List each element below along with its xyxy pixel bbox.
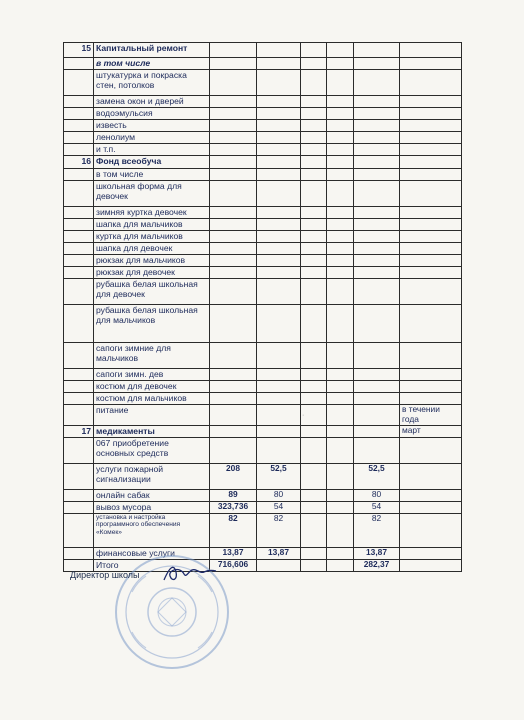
item-name-cell: рюкзак для девочек [94,267,210,279]
item-name-cell: медикаменты [94,425,210,437]
note-cell [400,279,462,305]
value2-cell [354,369,400,381]
value2-cell [354,405,400,426]
table-row [64,43,462,58]
col6-cell [327,267,354,279]
value-cell [257,96,301,108]
value-cell [257,267,301,279]
row-number-cell [64,369,94,381]
item-name-cell: установка и настройка программного обеспечения «Комек» [94,513,210,547]
amount-cell: 323,736 [210,501,257,513]
note-cell [400,267,462,279]
item-name-cell: костюм для девочек [94,381,210,393]
amount-cell [210,169,257,181]
amount-cell [210,369,257,381]
note-cell [400,181,462,207]
note-cell [400,243,462,255]
value-cell: 80 [257,489,301,501]
item-name-cell: шапка для мальчиков [94,219,210,231]
item-name-cell: штукатурка и покраска стен, потолков [94,70,210,96]
note-cell [400,120,462,132]
col5-cell [301,58,327,70]
col5-cell [301,231,327,243]
item-name-cell: костюм для мальчиков [94,393,210,405]
amount-cell [210,393,257,405]
value-cell [257,343,301,369]
note-cell [400,70,462,96]
value-cell: 82 [257,513,301,547]
table-row [64,279,462,305]
item-name-cell: замена окон и дверей [94,96,210,108]
row-number-cell [64,513,94,547]
col5-cell [301,43,327,58]
col5-cell [301,343,327,369]
table-row [64,255,462,267]
table-row [64,305,462,343]
row-number-cell [64,70,94,96]
table-row [64,437,462,463]
amount-cell [210,231,257,243]
item-name-cell: ленолиум [94,132,210,144]
row-number-cell [64,489,94,501]
note-cell [400,437,462,463]
value-cell [257,132,301,144]
col5-cell [301,463,327,489]
row-number-cell [64,343,94,369]
col6-cell [327,437,354,463]
item-name-cell: водоэмульсия [94,108,210,120]
scan-mark: · [302,412,305,419]
amount-cell [210,405,257,426]
value2-cell: 52,5 [354,463,400,489]
table-row [64,501,462,513]
note-cell [400,343,462,369]
table-row [64,425,462,437]
col5-cell [301,405,327,426]
row-number-cell: 16 [64,156,94,169]
item-name-cell: вывоз мусора [94,501,210,513]
col6-cell [327,169,354,181]
amount-cell [210,255,257,267]
col6-cell [327,219,354,231]
amount-cell [210,96,257,108]
amount-cell [210,181,257,207]
row-number-cell [64,58,94,70]
row-number-cell [64,169,94,181]
amount-cell [210,219,257,231]
row-number-cell [64,267,94,279]
col6-cell [327,231,354,243]
value-cell [257,181,301,207]
value2-cell: 13,87 [354,547,400,559]
amount-cell [210,279,257,305]
amount-cell [210,43,257,58]
col6-cell [327,369,354,381]
row-number-cell [64,181,94,207]
note-cell [400,207,462,219]
col6-cell [327,343,354,369]
row-number-cell [64,120,94,132]
value2-cell [354,207,400,219]
value2-cell [354,108,400,120]
row-number-cell [64,463,94,489]
value2-cell [354,96,400,108]
value-cell [257,425,301,437]
value2-cell [354,267,400,279]
col6-cell [327,463,354,489]
amount-cell [210,267,257,279]
note-cell [400,381,462,393]
item-name-cell: Итого [94,559,210,571]
item-name-cell: 067 приобретение основных средств [94,437,210,463]
value2-cell [354,255,400,267]
table-row [64,108,462,120]
col5-cell [301,120,327,132]
col5-cell [301,279,327,305]
item-name-cell: Фонд всеобуча [94,156,210,169]
table-row [64,156,462,169]
col5-cell [301,369,327,381]
note-cell [400,144,462,156]
note-cell [400,169,462,181]
col5-cell [301,425,327,437]
table-row [64,405,462,426]
table-row [64,70,462,96]
amount-cell [210,108,257,120]
col5-cell [301,169,327,181]
value2-cell [354,144,400,156]
row-number-cell [64,381,94,393]
col5-cell [301,96,327,108]
table-row [64,120,462,132]
value-cell [257,559,301,571]
table-row [64,369,462,381]
table-row [64,381,462,393]
value-cell [257,405,301,426]
table-row [64,343,462,369]
amount-cell [210,425,257,437]
col5-cell [301,305,327,343]
amount-cell [210,70,257,96]
value2-cell [354,305,400,343]
amount-cell [210,132,257,144]
col6-cell [327,58,354,70]
item-name-cell: известь [94,120,210,132]
row-number-cell [64,437,94,463]
value-cell: 54 [257,501,301,513]
col5-cell [301,513,327,547]
note-cell [400,58,462,70]
value-cell [257,43,301,58]
signature-icon [160,560,220,586]
note-cell: март [400,425,462,437]
value2-cell [354,156,400,169]
value2-cell [354,437,400,463]
value-cell [257,437,301,463]
item-name-cell: сапоги зимние для мальчиков [94,343,210,369]
row-number-cell [64,501,94,513]
amount-cell [210,381,257,393]
table-row [64,219,462,231]
row-number-cell [64,279,94,305]
col6-cell [327,144,354,156]
col5-cell [301,207,327,219]
item-name-cell: зимняя куртка девочек [94,207,210,219]
col6-cell [327,559,354,571]
value-cell [257,381,301,393]
item-name-cell: в том числе [94,58,210,70]
amount-cell [210,58,257,70]
col5-cell [301,547,327,559]
col6-cell [327,547,354,559]
value-cell [257,58,301,70]
col6-cell [327,243,354,255]
amount-cell: 89 [210,489,257,501]
col6-cell [327,120,354,132]
value-cell: 13,87 [257,547,301,559]
value-cell [257,169,301,181]
col6-cell [327,43,354,58]
note-cell [400,156,462,169]
amount-cell [210,207,257,219]
table-row [64,243,462,255]
row-number-cell [64,96,94,108]
col5-cell [301,219,327,231]
note-cell [400,219,462,231]
value-cell [257,243,301,255]
col5-cell [301,501,327,513]
table-row [64,58,462,70]
note-cell [400,132,462,144]
note-cell [400,231,462,243]
amount-cell [210,144,257,156]
value-cell: 52,5 [257,463,301,489]
col6-cell [327,381,354,393]
row-number-cell [64,393,94,405]
value-cell [257,207,301,219]
note-cell [400,108,462,120]
col5-cell [301,437,327,463]
col6-cell [327,156,354,169]
value2-cell [354,381,400,393]
amount-cell: 208 [210,463,257,489]
row-number-cell [64,207,94,219]
value2-cell [354,58,400,70]
value-cell [257,70,301,96]
col5-cell [301,70,327,96]
value2-cell [354,425,400,437]
table-row [64,489,462,501]
value-cell [257,219,301,231]
col6-cell [327,425,354,437]
table-row [64,207,462,219]
col5-cell [301,559,327,571]
value-cell [257,393,301,405]
note-cell: в течении года [400,405,462,426]
amount-cell [210,437,257,463]
row-number-cell [64,219,94,231]
note-cell [400,547,462,559]
item-name-cell: Капитальный ремонт [94,43,210,58]
value2-cell [354,279,400,305]
col6-cell [327,108,354,120]
row-number-cell [64,405,94,426]
note-cell [400,393,462,405]
value2-cell: 282,37 [354,559,400,571]
amount-cell [210,156,257,169]
col5-cell [301,381,327,393]
item-name-cell: рюкзак для мальчиков [94,255,210,267]
table-row [64,231,462,243]
col6-cell [327,255,354,267]
director-label: Директор школы [70,570,140,580]
value-cell [257,120,301,132]
item-name-cell: куртка для мальчиков [94,231,210,243]
item-name-cell: школьная форма для девочек [94,181,210,207]
row-number-cell: 15 [64,43,94,58]
col5-cell [301,489,327,501]
value-cell [257,231,301,243]
note-cell [400,96,462,108]
col6-cell [327,501,354,513]
note-cell [400,369,462,381]
note-cell [400,463,462,489]
amount-cell: 716,606 [210,559,257,571]
item-name-cell: сапоги зимн. дев [94,369,210,381]
table-row [64,181,462,207]
row-number-cell [64,144,94,156]
col5-cell [301,267,327,279]
table-row [64,96,462,108]
value2-cell: 54 [354,501,400,513]
value-cell [257,144,301,156]
note-cell [400,43,462,58]
value-cell [257,279,301,305]
value-cell [257,156,301,169]
note-cell [400,513,462,547]
row-number-cell [64,231,94,243]
col6-cell [327,279,354,305]
row-number-cell [64,243,94,255]
value2-cell [354,181,400,207]
budget-table [63,42,462,572]
value2-cell [354,243,400,255]
col6-cell [327,181,354,207]
col6-cell [327,513,354,547]
amount-cell [210,243,257,255]
row-number-cell [64,132,94,144]
item-name-cell: услуги пожарной сигнализации [94,463,210,489]
col6-cell [327,70,354,96]
row-number-cell [64,547,94,559]
table-row [64,463,462,489]
row-number-cell [64,255,94,267]
note-cell [400,501,462,513]
table-row [64,513,462,547]
item-name-cell: и т.п. [94,144,210,156]
note-cell [400,305,462,343]
table-row [64,144,462,156]
amount-cell: 13,87 [210,547,257,559]
row-number-cell [64,305,94,343]
note-cell [400,255,462,267]
value2-cell [354,169,400,181]
value2-cell [354,343,400,369]
col6-cell [327,393,354,405]
item-name-cell: финансовые услуги [94,547,210,559]
table-row [64,267,462,279]
value2-cell [354,231,400,243]
item-name-cell: рубашка белая школьная для девочек [94,279,210,305]
amount-cell [210,343,257,369]
col5-cell [301,144,327,156]
value-cell [257,369,301,381]
note-cell [400,559,462,571]
col5-cell [301,181,327,207]
row-number-cell: 17 [64,425,94,437]
col6-cell [327,132,354,144]
col5-cell [301,108,327,120]
value-cell [257,305,301,343]
amount-cell [210,305,257,343]
col6-cell [327,207,354,219]
amount-cell: 82 [210,513,257,547]
item-name-cell: шапка для девочек [94,243,210,255]
value2-cell: 82 [354,513,400,547]
table-row [64,169,462,181]
value2-cell [354,120,400,132]
item-name-cell: в том числе [94,169,210,181]
col6-cell [327,489,354,501]
value2-cell [354,132,400,144]
col6-cell [327,305,354,343]
value-cell [257,255,301,267]
table-row [64,132,462,144]
row-number-cell [64,108,94,120]
col5-cell [301,156,327,169]
item-name-cell: онлайн сабак [94,489,210,501]
value2-cell [354,43,400,58]
note-cell [400,489,462,501]
value2-cell [354,393,400,405]
table-row [64,393,462,405]
value-cell [257,108,301,120]
value2-cell: 80 [354,489,400,501]
col6-cell [327,405,354,426]
col5-cell [301,243,327,255]
value2-cell [354,70,400,96]
item-name-cell: рубашка белая школьная для мальчиков [94,305,210,343]
table-body [64,43,462,572]
col5-cell [301,132,327,144]
col5-cell [301,393,327,405]
col6-cell [327,96,354,108]
value2-cell [354,219,400,231]
amount-cell [210,120,257,132]
col5-cell [301,255,327,267]
item-name-cell: питание [94,405,210,426]
